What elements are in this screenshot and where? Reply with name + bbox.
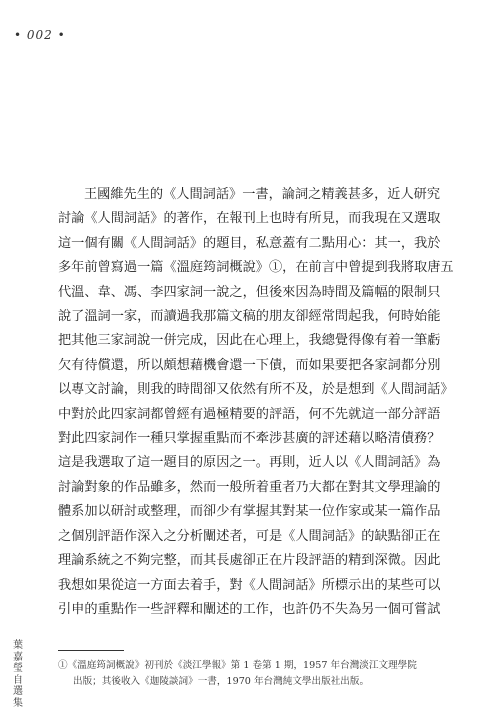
body-line: 這一個有關《人間詞話》的題目，私意蓋有二點用心：其一，我於 [58,235,441,251]
footnote-divider [58,650,124,651]
page-number: • 002 • [14,28,66,42]
body-line: 引申的重點作一些評釋和闡述的工作，也許仍不失為另一個可嘗試 [58,601,441,617]
side-title-char: 瑩 [13,663,23,674]
footnote-line: 出版；其後收入《迦陵談詞》一書，1970 年台灣純文學出版社出版。 [73,676,370,687]
side-title-char: 選 [13,686,23,697]
body-line: 這是我選取了這一題目的原因之一。再則，近人以《人間詞話》為 [58,455,441,471]
body-line: 討論《人間詞話》的著作，在報刊上也時有所見，而我現在又選取 [58,211,441,227]
body-line: 體系加以研討或整理，而卻少有掌握其對某一位作家或某一篇作品 [58,504,441,520]
body-line: 之個別評語作深入之分析闡述者，可是《人間詞話》的缺點卻正在 [58,528,441,544]
body-line: 我想如果從這一方面去着手，對《人間詞話》所標示出的某些可以 [58,577,441,593]
body-line: 對此四家詞作一種只掌握重點而不牽涉甚廣的評述藉以略清債務？ [58,431,441,447]
side-title-char: 自 [13,674,23,686]
side-book-title [12,640,24,709]
side-title-char: 葉 [13,640,23,651]
footnote [58,658,472,690]
body-line: 說了溫詞一家，而讀過我那篇文稿的朋友卻經常問起我，何時始能 [58,309,441,325]
body-line: 代溫、韋、馮、李四家詞一說之，但後來因為時間及篇幅的限制只 [58,284,441,300]
body-line: 理論系統之不夠完整，而其長處卻正在片段評語的精到深微。因此 [58,553,441,569]
side-title-char: 嘉 [13,651,23,663]
body-line: 把其他三家詞說一併完成，因此在心理上，我總覺得像有着一筆虧 [58,333,441,349]
body-line: 王國維先生的《人間詞話》一書，論詞之精義甚多，近人研究 [84,187,441,202]
footnote-line: ①《溫庭筠詞概說》初刊於《淡江學報》第 1 卷第 1 期，1957 年台灣淡江文理學院 [58,660,417,671]
body-line: 討論對象的作品雖多，然而一般所着重者乃大都在對其文學理論的 [58,479,441,495]
body-line: 中對於此四家詞都曾經有過極精要的評語，何不先就這一部分評語 [58,406,441,422]
body-text [58,183,472,622]
body-line: 欠有待償還，所以頗想藉機會還一下債，而如果要把各家詞都分別 [58,357,441,373]
body-line: 多年前曾寫過一篇《溫庭筠詞概說》①，在前言中曾提到我將取唐五 [58,260,454,276]
body-line: 以專文討論，則我的時間卻又依然有所不及，於是想到《人間詞話》 [58,382,454,398]
side-title-char: 集 [13,697,23,709]
